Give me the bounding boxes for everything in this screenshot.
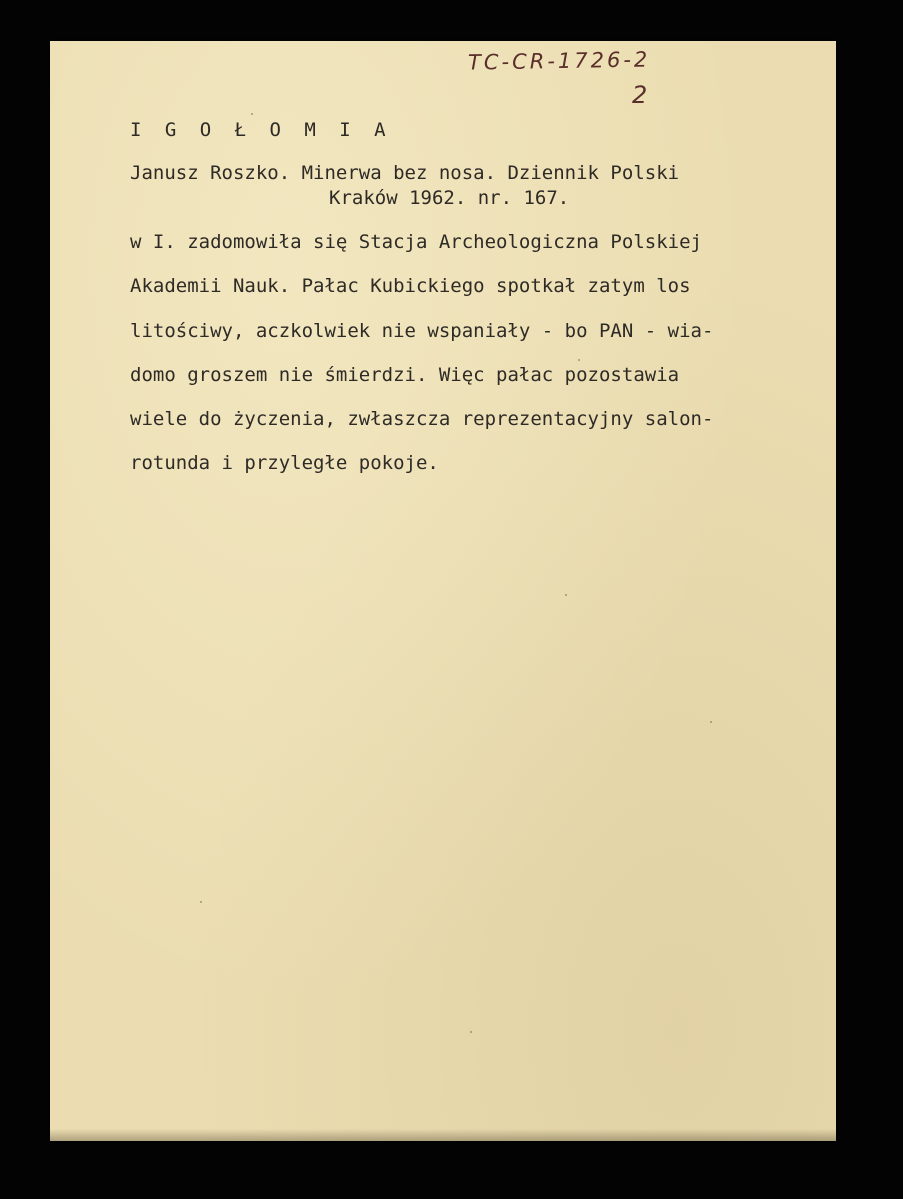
citation-line-1: Janusz Roszko. Minerwa bez nosa. Dziennik Polski <box>130 162 680 184</box>
handwritten-page-number: 2 <box>632 81 651 109</box>
body-line-6: rotunda i przyległe pokoje. <box>130 452 439 474</box>
body-line-1: w I. zadomowiła się Stacja Archeologiczna Polskiej <box>130 231 702 253</box>
card-bottom-edge <box>50 1129 836 1141</box>
body-line-2: Akademii Nauk. Pałac Kubickiego spotkał zatym los <box>130 275 691 297</box>
handwritten-reference-code: TC-CR-1726-2 <box>467 47 651 75</box>
body-line-4: domo groszem nie śmierdzi. Więc pałac pozostawia <box>130 364 680 386</box>
body-line-5: wiele do życzenia, zwłaszcza reprezentacyjny salon- <box>130 408 714 430</box>
index-card <box>50 41 836 1141</box>
citation-line-2: Kraków 1962. nr. 167. <box>329 187 570 209</box>
card-title: I G O Ł O M I A <box>130 119 392 141</box>
body-line-3: litościwy, aczkolwiek nie wspaniały - bo PAN - wia- <box>130 320 714 342</box>
